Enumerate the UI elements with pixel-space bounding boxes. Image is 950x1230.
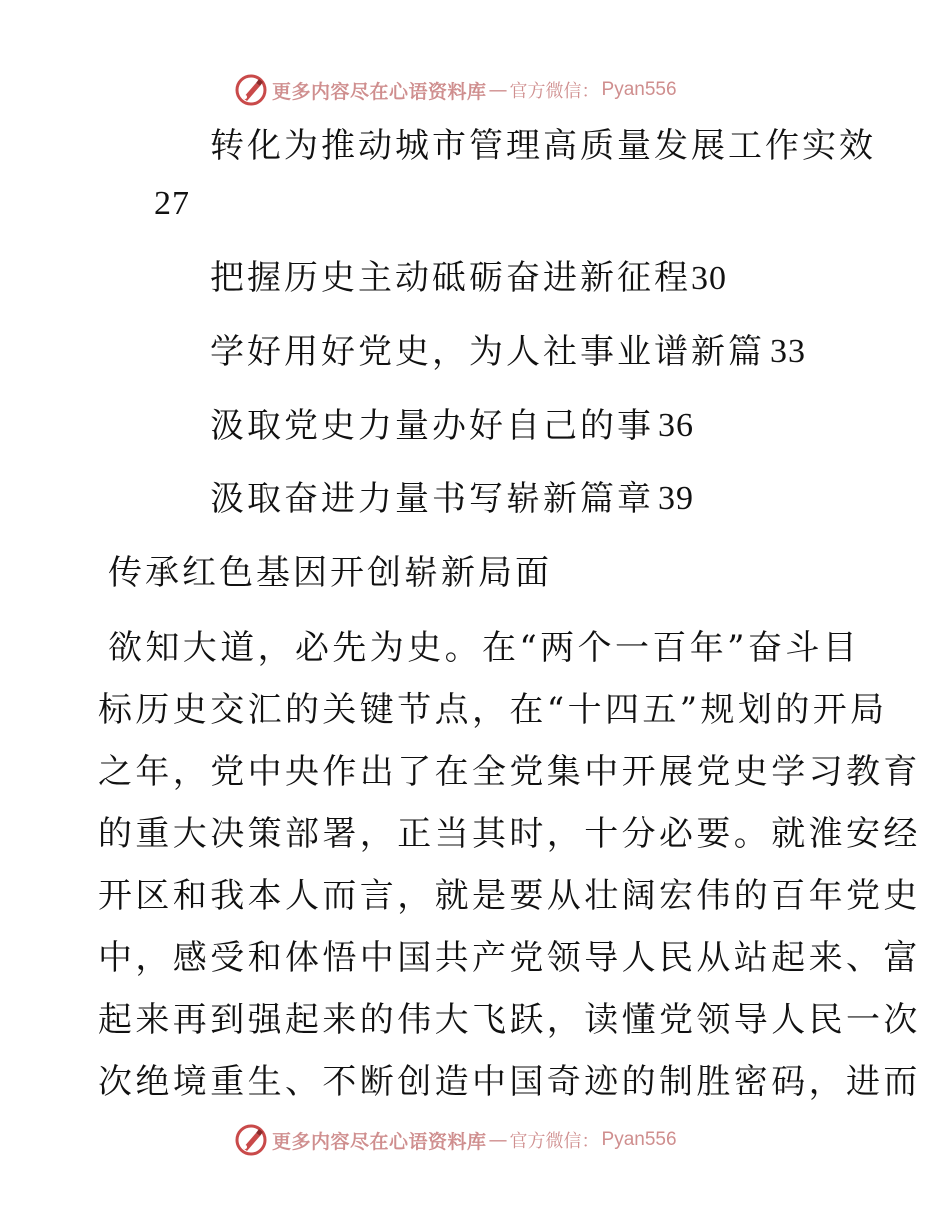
watermark-dash: — — [488, 79, 508, 101]
watermark-text: 更多内容尽在心语资料库 — [272, 80, 487, 103]
toc-title: 学好用好党史，为人社事业谱新篇 — [210, 332, 765, 372]
watermark-dash: — — [488, 1129, 508, 1151]
pen-logo-icon — [234, 73, 268, 107]
body-line-4: 的重大决策部署，正当其时，十分必要。就淮安经 — [98, 814, 921, 854]
watermark-text: 更多内容尽在心语资料库 — [272, 1130, 487, 1153]
toc-title: 转化为推动城市管理高质量发展工作实效 — [210, 126, 876, 166]
footer-watermark — [234, 1122, 677, 1158]
watermark-official-label: 官方微信： — [509, 81, 600, 102]
watermark-wechat-id: Pyan556 — [601, 1129, 677, 1150]
body-line-2: 标历史交汇的关键节点，在“十四五”规划的开局 — [98, 690, 888, 730]
toc-entry-4 — [210, 406, 654, 446]
section-heading: 传承红色基因开创崭新局面 — [108, 553, 552, 593]
body-line-8: 次绝境重生、不断创造中国奇迹的制胜密码，进而 — [98, 1062, 921, 1102]
toc-title: 汲取党史力量办好自己的事 — [210, 406, 654, 446]
toc-entry-5-page: 39 — [658, 480, 694, 517]
toc-entry-5 — [210, 479, 654, 519]
toc-entry-1-title — [210, 126, 876, 166]
pen-logo-icon — [234, 1123, 268, 1157]
body-line-7: 起来再到强起来的伟大飞跃，读懂党领导人民一次 — [98, 1000, 921, 1040]
watermark-official-label: 官方微信： — [509, 1131, 600, 1152]
toc-entry-4-page: 36 — [658, 407, 694, 444]
body-line-5: 开区和我本人而言，就是要从壮阔宏伟的百年党史 — [98, 876, 921, 916]
toc-entry-3-page: 33 — [770, 333, 806, 370]
body-line-3: 之年，党中央作出了在全党集中开展党史学习教育 — [98, 752, 921, 792]
body-line-1: 欲知大道，必先为史。在“两个一百年”奋斗目 — [108, 628, 861, 668]
toc-title: 把握历史主动砥砺奋进新征程 — [210, 258, 691, 298]
header-watermark — [234, 72, 677, 108]
toc-entry-3 — [210, 332, 765, 372]
watermark-wechat-id: Pyan556 — [601, 79, 677, 100]
toc-entry-1-page: 27 — [154, 185, 190, 222]
toc-page: 30 — [691, 260, 727, 297]
toc-entry-2 — [210, 258, 727, 299]
toc-title: 汲取奋进力量书写崭新篇章 — [210, 479, 654, 519]
body-line-6: 中，感受和体悟中国共产党领导人民从站起来、富 — [98, 938, 921, 978]
